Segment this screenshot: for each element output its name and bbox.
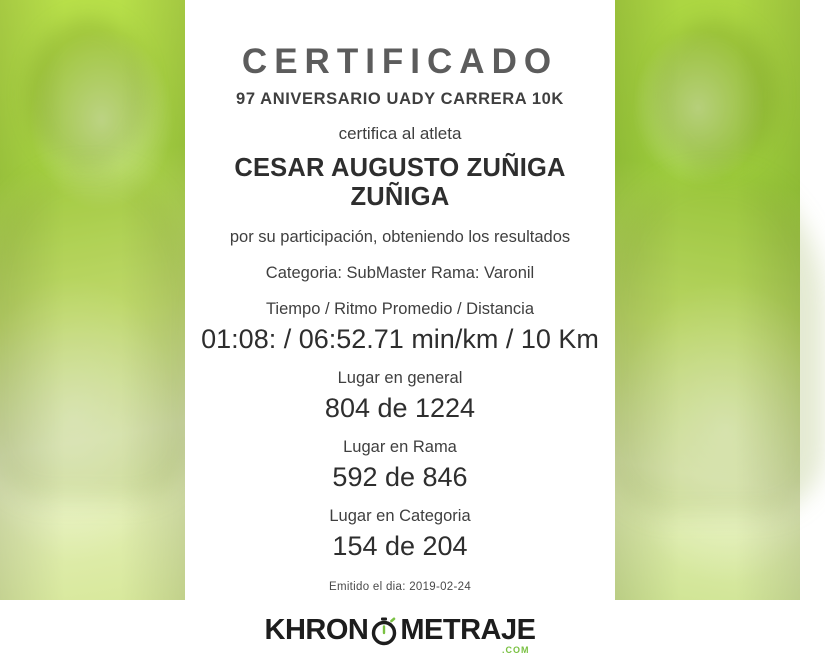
participation-text: por su participación, obteniendo los resultados: [229, 228, 571, 246]
certificate-title: CERTIFICADO: [241, 42, 559, 81]
runner-body-shape-right: [605, 175, 825, 515]
logo-wordmark: [265, 614, 536, 647]
metric-value-time: 01:08: / 06:52.71 min/km / 10 Km: [201, 324, 599, 354]
metric-label-categoria: Lugar en Categoria: [329, 507, 471, 525]
runner-body-shape-left: [0, 170, 195, 500]
stopwatch-icon: [369, 616, 399, 646]
issued-date: Emitido el dia: 2019-02-24: [328, 581, 472, 593]
metric-label-general: Lugar en general: [337, 369, 463, 387]
metric-value-general: 804 de 1224: [324, 393, 476, 423]
runner-photo-left: [0, 0, 185, 600]
metric-value-categoria: 154 de 204: [332, 531, 468, 561]
khronometraje-logo: [264, 614, 536, 655]
category-line: Categoria: SubMaster Rama: Varonil: [265, 264, 535, 282]
metric-label-rama: Lugar en Rama: [343, 438, 457, 456]
logo-text-part1: KHRON: [264, 614, 369, 646]
runner-head-shape-right: [655, 20, 775, 170]
logo-domain: .COM: [501, 645, 530, 655]
certifies-label: certifica al atleta: [338, 124, 462, 143]
runner-photo-right: [615, 0, 800, 600]
metric-label-time: Tiempo / Ritmo Promedio / Distancia: [265, 300, 535, 318]
metric-value-rama: 592 de 846: [332, 462, 468, 492]
logo-text-part2: METRAJE: [400, 614, 536, 646]
athlete-name: CESAR AUGUSTO ZUÑIGA ZUÑIGA: [234, 154, 566, 211]
certificate-content: [185, 0, 615, 655]
event-name: 97 ANIVERSARIO UADY CARRERA 10K: [236, 90, 564, 108]
runner-head-shape-left: [28, 18, 148, 168]
